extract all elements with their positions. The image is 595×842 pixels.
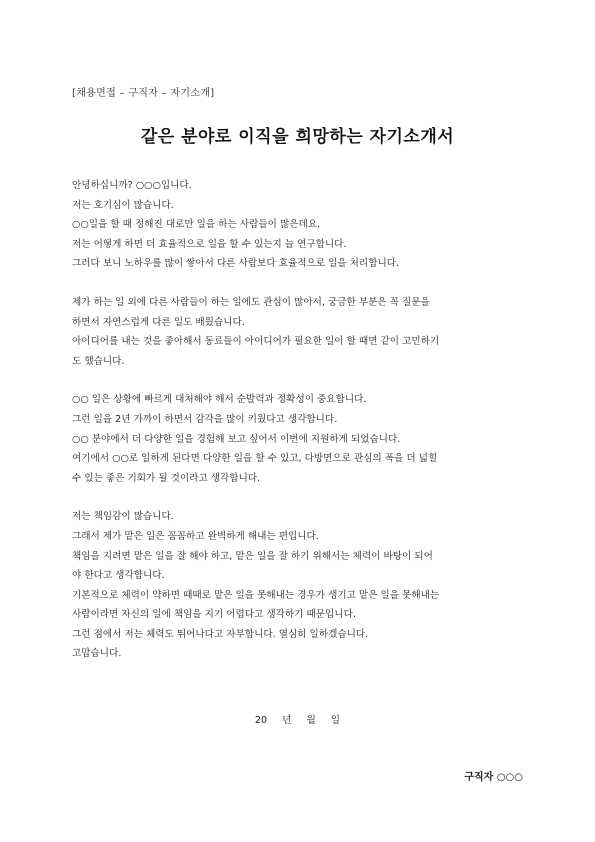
body-line: 저는 책임감이 많습니다. xyxy=(72,511,174,523)
body-line: 아이디어를 내는 것을 좋아해서 동료들이 아이디어가 필요한 일이 할 때면 같이 고민하기 xyxy=(72,336,440,348)
date-line: 20 년 월 일 xyxy=(254,715,341,726)
body-line: 그런 점에서 저는 체력도 뛰어나다고 자부합니다. 열심히 일하겠습니다. xyxy=(72,628,369,640)
body-line: 여기에서 ○○로 일하게 된다면 다양한 일을 할 수 있고, 다방면으로 관심의 폭을 더 넓힐 xyxy=(72,453,438,465)
body-line: 안녕하십니까? ○○○입니다. xyxy=(72,180,192,191)
body-line: 저는 어떻게 하면 더 효율적으로 일을 할 수 있는지 늘 연구합니다. xyxy=(72,238,347,250)
body-line: 고맙습니다. xyxy=(72,648,122,660)
body-paragraph xyxy=(72,507,524,664)
body-line: 하면서 자연스럽게 다른 일도 배웠습니다. xyxy=(72,316,245,328)
body-line: 수 있는 좋은 기회가 될 것이라고 생각합니다. xyxy=(72,472,261,484)
body-line: 도 했습니다. xyxy=(72,355,125,367)
body-line: 제가 하는 일 외에 다른 사람들이 하는 일에도 관심이 많아서, 궁금한 부분은 꼭 질문을 xyxy=(72,296,430,308)
body-line: ○○ 분야에서 더 다양한 일을 경험해 보고 싶어서 이번에 지원하게 되었습니다. xyxy=(72,433,401,445)
body-line: 저는 호기심이 많습니다. xyxy=(72,199,174,211)
document-category-tag: [채용면접 – 구직자 – 자기소개] xyxy=(72,88,215,99)
letter-body xyxy=(72,176,524,683)
body-line: ○○일을 할 때 정해진 대로만 일을 하는 사람들이 많은데요. xyxy=(72,219,321,231)
body-line: 야 한다고 생각합니다. xyxy=(72,570,165,582)
body-line: 그래서 제가 맡은 일은 꼼꼼하고 완벽하게 해내는 편입니다. xyxy=(72,530,319,542)
body-line: 그런 일을 2년 가까이 하면서 감각을 많이 키웠다고 생각합니다. xyxy=(72,413,338,425)
body-paragraph xyxy=(72,293,524,371)
body-paragraph xyxy=(72,390,524,488)
body-line: 그러다 보니 노하우를 많이 쌓아서 다른 사람보다 효율적으로 일을 처리합니다. xyxy=(72,258,400,270)
document-title: 같은 분야로 이직을 희망하는 자기소개서 xyxy=(140,127,455,147)
body-line: ○○ 일은 상황에 빠르게 대처해야 해서 순발력과 정확성이 중요합니다. xyxy=(72,394,367,406)
body-line: 사람이라면 자신의 일에 책임을 지기 어렵다고 생각하기 때문입니다. xyxy=(72,609,356,621)
body-paragraph xyxy=(72,176,524,274)
body-line: 책임을 지려면 맡은 일을 잘 해야 하고, 맡은 일을 잘 하기 위해서는 체력이 바탕이 되어 xyxy=(72,550,433,562)
body-line: 기본적으로 체력이 약하면 때때로 맡은 일을 못해내는 경우가 생기고 맡은 일을 못해내는 xyxy=(72,589,440,601)
applicant-signature: 구직자 ○○○ xyxy=(464,772,523,783)
